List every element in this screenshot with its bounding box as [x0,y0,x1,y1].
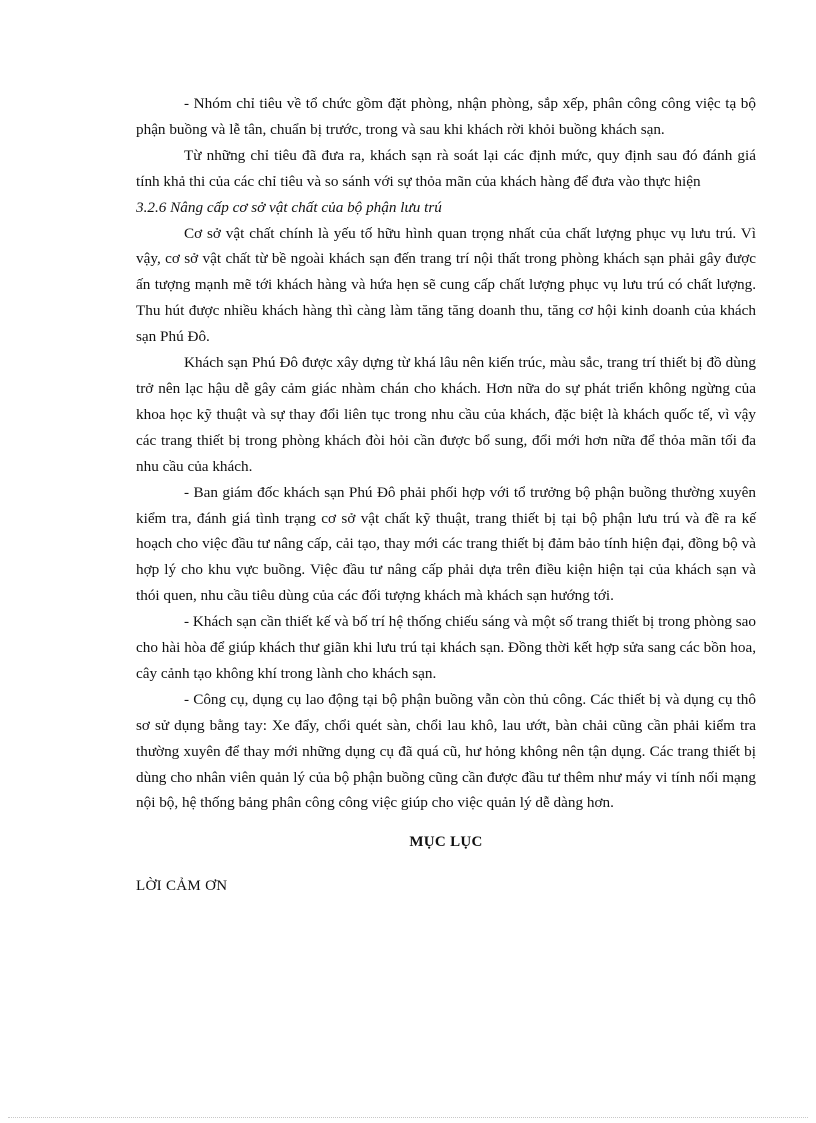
body-paragraph: Khách sạn Phú Đô được xây dựng từ khá lâu nên kiến trúc, màu sắc, trang trí thiết bị đồ dùng trở nên lạc hậu dễ gây cảm giác nhàm chán cho khách. Hơn nữa do sự phát triển không ngừng của khoa học kỹ thuật và sự thay đổi liên tục trong nhu cầu của khách, đặc biệt là khách quốc tế, vì vậy các trang thiết bị trong phòng khách đòi hỏi cần được bổ sung, đổi mới hơn nữa để thỏa mãn tối đa nhu cầu của khách. [136,354,756,475]
body-paragraph: Cơ sở vật chất chính là yếu tố hữu hình quan trọng nhất của chất lượng phục vụ lưu trú. Vì vậy, cơ sở vật chất từ bề ngoài khách sạn đến trang trí nội thất trong phòng khách sạn phải gây được ấn tượng mạnh mẽ tới khách hàng và hứa hẹn sẽ cung cấp chất lượng phục vụ lưu trú có chất lượng. Thu hút được nhiều khách hàng thì càng làm tăng tăng doanh thu, tăng cơ hội kinh doanh của khách sạn Phú Đô. [136,224,756,346]
toc-title: MỤC LỤC [409,834,483,851]
body-paragraph: - Khách sạn cần thiết kế và bố trí hệ thống chiếu sáng và một số trang thiết bị trong phòng sao cho hài hòa để giúp khách thư giãn khi lưu trú tại khách sạn. Đồng thời kết hợp sửa sang các bồn hoa, cây cảnh tạo không khí trong lành cho khách sạn. [136,613,756,682]
body-paragraph: - Nhóm chỉ tiêu về tổ chức gồm đặt phòng, nhận phòng, sắp xếp, phân công công việc tạ bộ phận buồng và lễ tân, chuẩn bị trước, trong và sau khi khách rời khỏi buồng khách sạn. [136,95,756,138]
toc-item: LỜI CẢM ƠN [136,878,228,895]
body-paragraph: - Công cụ, dụng cụ lao động tại bộ phận buồng vẫn còn thủ công. Các thiết bị và dụng cụ thô sơ sử dụng bằng tay: Xe đẩy, chổi quét sàn, chổi lau khô, lau ướt, bàn chải cũng cần phải kiểm tra thường xuyên để thay mới những dụng cụ đã quá cũ, hư hỏng không nên tận dụng. Các trang thiết bị dùng cho nhân viên quản lý của bộ phận buồng cũng cần được đầu tư thêm như máy vi tính nối mạng nội bộ, hệ thống bảng phân công công việc giúp cho việc quản lý dễ dàng hơn. [136,690,756,812]
body-paragraph: Từ những chỉ tiêu đã đưa ra, khách sạn rà soát lại các định mức, quy định sau đó đánh giá tính khả thi của các chỉ tiêu và so sánh với sự thỏa mãn của khách hàng để đưa vào thực hiện [136,146,756,190]
body-paragraph: - Ban giám đốc khách sạn Phú Đô phải phối hợp với tổ trưởng bộ phận buồng thường xuyên kiểm tra, đánh giá tình trạng cơ sở vật chất kỹ thuật, trang thiết bị tại bộ phận lưu trú và đề ra kế hoạch cho việc đầu tư nâng cấp, cải tạo, thay mới các trang thiết bị đảm bảo tính hiện đại, đồng bộ và hợp lý cho khu vực buồng. Việc đầu tư nâng cấp phải dựa trên điều kiện hiện tại của khách sạn và thói quen, nhu cầu tiêu dùng của các đối tượng khách mà khách sạn hướng tới. [136,483,756,605]
page-bottom-divider [8,1117,808,1118]
document-page [136,91,756,900]
section-heading: 3.2.6 Nâng cấp cơ sở vật chất của bộ phận lưu trú [136,198,442,216]
